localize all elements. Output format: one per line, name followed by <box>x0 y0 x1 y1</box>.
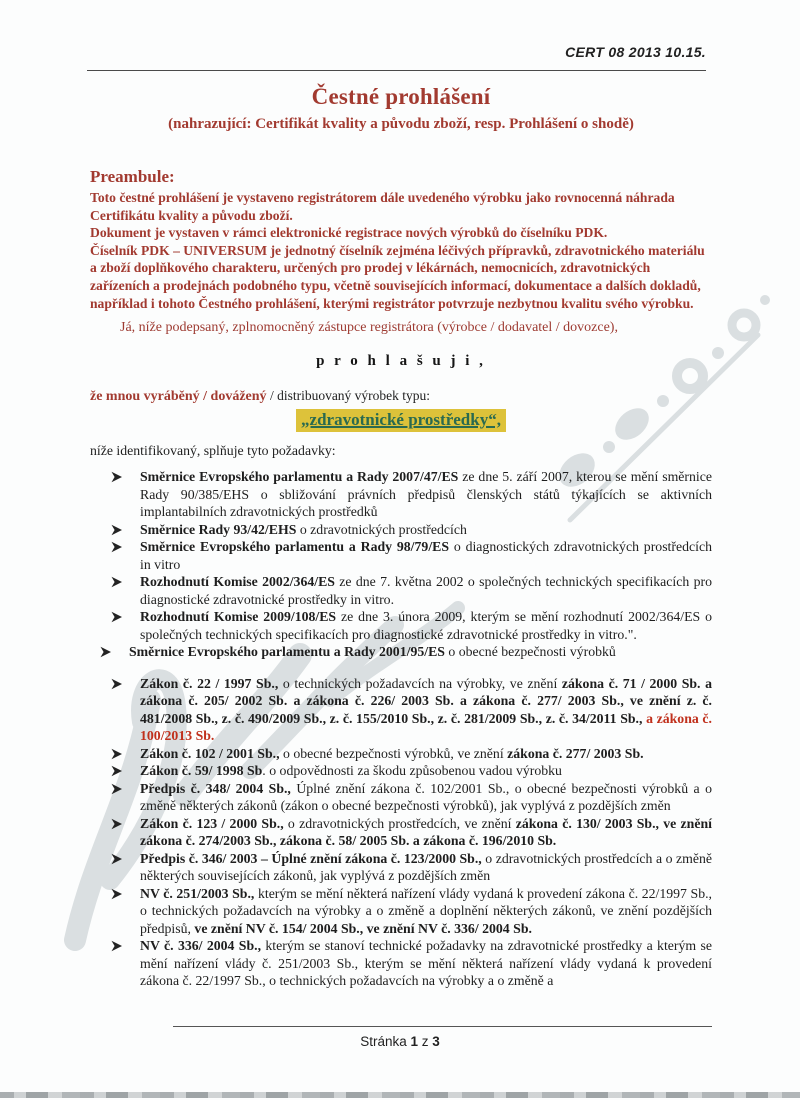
list-item-text: zákona č. 277/ 2003 Sb. <box>507 745 644 761</box>
preamble-paragraph: Číselník PDK – UNIVERSUM je jednotný číselník zejména léčivých přípravků, zdravotnického materiálu a zboží doplňkového charakteru, určených pro prodej v lékárnách, nemocnicích, zdravotnických zařízeních a prodejnách podobného typu, včetně souvisejících informací, dokumentace a dalších dokladů, například i tohoto Čestného prohlášení, kterými registrátor potvrzuje nezbytnou kvalitu svého výrobku. <box>90 242 705 311</box>
list-item <box>90 850 712 885</box>
bullet-arrow-icon <box>111 940 123 952</box>
list-item-text: o technických požadavcích na výrobky, ve znění <box>278 675 562 691</box>
doc-code: CERT 08 2013 10.15. <box>565 44 706 60</box>
list-item <box>90 885 712 938</box>
bullet-arrow-icon <box>111 471 123 483</box>
declaration-verb: p r o h l a š u j i , <box>316 353 486 370</box>
list-item <box>90 521 712 539</box>
bullet-arrow-icon <box>111 541 123 553</box>
list-item-text: Zákon č. 102 / 2001 Sb., <box>140 745 280 761</box>
list-item <box>90 815 712 850</box>
bullet-arrow-icon <box>111 818 123 830</box>
list-item <box>90 762 712 780</box>
bullet-arrow-icon <box>111 611 123 623</box>
list-item-text: o zdravotnických prostředcích a o změně některých souvisejících zákonů, jak vyplývá z pozdějších změn <box>140 850 713 884</box>
list-item <box>90 745 712 763</box>
bullet-arrow-icon <box>111 678 123 690</box>
list-item-text: NV č. 336/ 2004 Sb., <box>140 938 262 954</box>
page-number-segment: z <box>418 1034 433 1049</box>
product-line-black: / distribuovaný výrobek typu: <box>266 388 431 404</box>
bullet-arrow-icon <box>111 765 123 777</box>
list-item-text: o obecné bezpečnosti výrobků <box>444 644 616 660</box>
page-number-segment: 1 <box>410 1034 418 1049</box>
bullet-arrow-icon <box>111 748 123 760</box>
list-item-text: . o odpovědnosti za škodu způsobenou vadou výrobku <box>262 763 562 779</box>
bullet-arrow-icon <box>111 576 123 588</box>
list-item-text: Rozhodnutí Komise 2009/108/ES <box>140 609 337 625</box>
list-item-text: Směrnice Evropského parlamentu a Rady 2001/95/ES <box>129 644 445 660</box>
preamble-paragraph: Toto čestné prohlášení je vystaveno registrátorem dále uvedeného výrobku jako rovnocenná náhrada Certifikátu kvality a původu zboží. <box>90 190 675 223</box>
product-type-highlight: „zdravotnické prostředky“, <box>296 409 506 432</box>
list-item-text: o obecné bezpečnosti výrobků, ve znění <box>279 745 508 761</box>
list-item-text: Předpis č. 346/ 2003 – Úplné znění zákona č. 123/2000 Sb., <box>140 850 482 866</box>
declaration-intro: Já, níže podepsaný, zplnomocněný zástupce registrátora (výrobce / dodavatel / dovozce), <box>120 320 618 336</box>
list-item-text: ze dne 3. února 2009, kterým se mění rozhodnutí 2002/364/ES o společných technických specifikacích pro diagnostické zdravotnické prostředky in vitro.". <box>140 609 712 642</box>
preamble-paragraph: Dokument je vystaven v rámci elektronické registrace nových výrobků do číselníku PDK. <box>90 225 608 241</box>
list-item-text: Směrnice Rady 93/42/EHS <box>140 521 297 537</box>
list-item-text: Směrnice Evropského parlamentu a Rady 98/79/ES <box>140 539 450 555</box>
bullet-arrow-icon <box>111 888 123 900</box>
list-item <box>90 780 712 815</box>
page-title: Čestné prohlášení <box>311 84 491 109</box>
list-item-text: Zákon č. 22 / 1997 Sb., <box>140 675 279 691</box>
list-item <box>90 573 712 608</box>
page-number-segment: Stránka <box>360 1034 411 1049</box>
list-item-text: o diagnostických zdravotnických prostředcích in vitro <box>140 539 712 572</box>
list-item-text: ze dne 7. května 2002 o společných technických specifikacích pro diagnostické zdravotnické prostředky in vitro. <box>140 574 712 607</box>
list-item-text: kterým se mění některá nařízení vlády vydaná k provedení zákona č. 22/1997 Sb., o technických požadavcích na výrobky a o změně a doplnění některých zákonů, ve znění pozdějších předpisů, <box>140 885 713 936</box>
list-item-text: NV č. 251/2003 Sb., <box>140 885 255 901</box>
list-item-text: zákona č. 130/ 2003 Sb., ve znění zákona č. 274/2003 Sb., zákona č. 58/ 2005 Sb. a zákona č. 196/2010 Sb. <box>140 815 712 849</box>
list-item-text: ve znění NV č. 154/ 2004 Sb., ve znění NV č. 336/ 2004 Sb. <box>194 920 532 936</box>
document-content <box>90 0 712 990</box>
footer-rule <box>173 1026 712 1027</box>
list-item-text: o zdravotnických prostředcích, ve znění <box>283 815 516 831</box>
eu-directives-list <box>90 468 712 661</box>
bullet-arrow-icon <box>100 646 112 658</box>
bullet-arrow-icon <box>111 783 123 795</box>
product-line-red: že mnou vyráběný / dovážený <box>90 389 267 405</box>
list-item <box>90 538 712 573</box>
list-item-text: Směrnice Evropského parlamentu a Rady 2007/47/ES <box>140 469 459 485</box>
bullet-arrow-icon <box>111 524 123 536</box>
page-subtitle: (nahrazující: Certifikát kvality a původu zboží, resp. Prohlášení o shodě) <box>168 116 634 132</box>
page-number <box>0 1034 800 1049</box>
list-item-text: a zákona č. 100/2013 Sb. <box>140 710 712 744</box>
list-item <box>90 608 712 643</box>
list-item <box>79 643 712 661</box>
list-item-text: Úplné znění zákona č. 102/2001 Sb., o obecné bezpečnosti výrobků a o změně některých zákonů (zákon o obecné bezpečnosti výrobků), jak vyplývá z pozdějších změn <box>140 780 712 814</box>
laws-list <box>90 675 712 990</box>
preamble-heading: Preambule: <box>90 167 175 186</box>
product-type-line <box>90 409 712 432</box>
list-item <box>90 468 712 521</box>
list-item-text: ze dne 5. září 2007, kterou se mění směrnice Rady 90/385/EHS o sbližování právních předpisů členských států týkajících se aktivních implantabilních zdravotnických prostředků <box>140 469 712 520</box>
list-item-text: Zákon č. 59/ 1998 Sb <box>140 763 263 779</box>
list-item <box>90 675 712 745</box>
preamble <box>90 189 712 312</box>
list-item <box>90 937 712 990</box>
list-item-text: Předpis č. 348/ 2004 Sb., <box>140 780 291 796</box>
list-item-text: Zákon č. 123 / 2000 Sb., <box>140 815 284 831</box>
list-item-text: Rozhodnutí Komise 2002/364/ES <box>140 574 335 590</box>
list-item-text: zákona č. 71 / 2000 Sb. a zákona č. 205/ 2002 Sb. a zákona č. 226/ 2003 Sb. a zákona č. 277/ 2003 Sb., ve znění z. č. 481/2008 Sb., z. č. 490/2009 Sb., z. č. 155/2010 Sb., z. č. 281/2009 Sb., z. č. 34/2011 Sb., <box>140 675 712 726</box>
list-item-text: o zdravotnických prostředcích <box>296 521 467 537</box>
product-line <box>90 387 712 406</box>
list-item-text: kterým se stanoví technické požadavky na zdravotnické prostředky a kterým se mění nařízení vlády č. 251/2003 Sb., kterým se mění některá nařízení vlády vydaná k provedení zákona č. 22/1997 Sb., o technických požadavcích na výrobky a o změně a <box>140 938 712 989</box>
bullet-arrow-icon <box>111 853 123 865</box>
scan-edge-artifact <box>0 1092 800 1098</box>
page-number-segment: 3 <box>432 1034 440 1049</box>
requirements-intro: níže identifikovaný, splňuje tyto požadavky: <box>90 443 336 459</box>
